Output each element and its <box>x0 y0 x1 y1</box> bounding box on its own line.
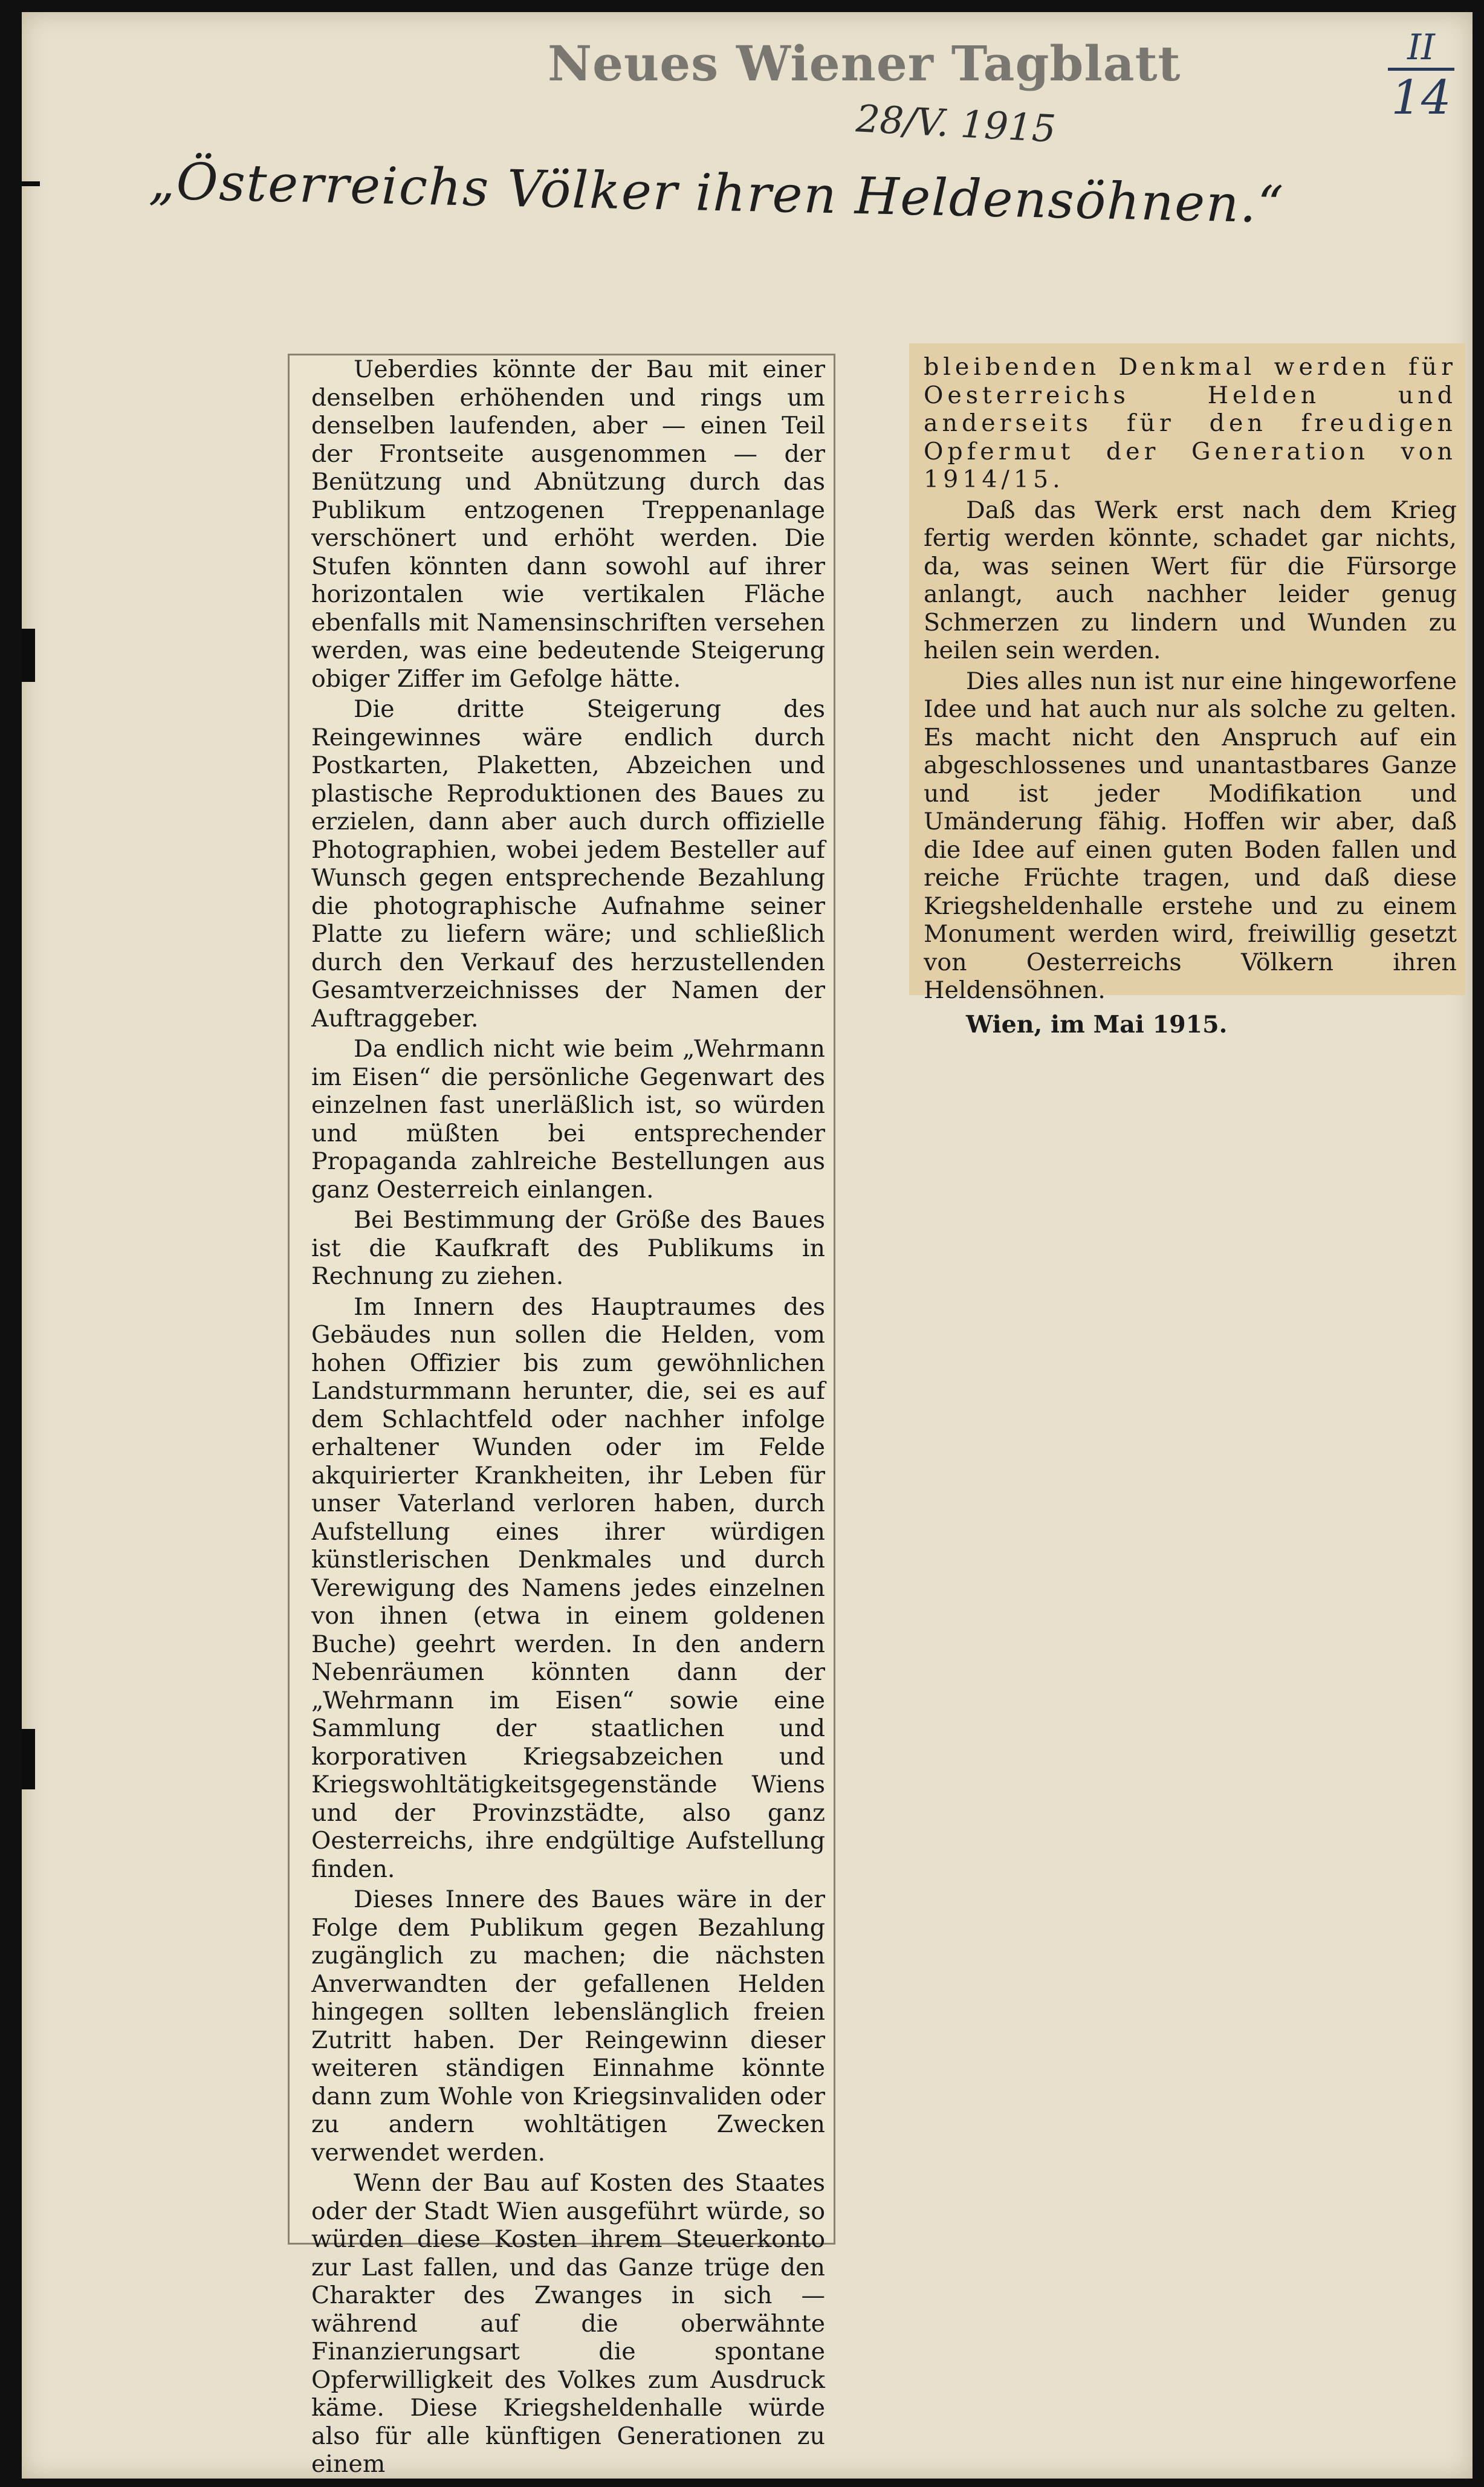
paragraph: Bei Bestimmung der Größe des Baues ist die Kaufkraft des Publikums in Rechnung zu ziehen. <box>311 1206 825 1290</box>
paragraph: Im Innern des Hauptraumes des Gebäudes nun sollen die Helden, vom hohen Offizier bis zum gewöhnlichen Landsturmmann herunter, die, sei es auf dem Schlachtfeld oder nachher infolge erhaltener Wunden oder im Felde akquirierter Krankheiten, ihr Leben für unser Vaterland verloren haben, durch Aufstellung eines ihrer würdigen künstlerischen Denkmales und durch Verewigung des Namens jedes einzelnen von ihnen (etwa in einem goldenen Buche) geehrt werden. In den andern Nebenräumen könnten dann der „Wehrmann im Eisen“ sowie eine Sammlung der staatlichen und korporativen Kriegsabzeichen und Kriegswohltätigkeitsgegenstände Wiens und der Provinzstädte, also ganz Oesterreichs, ihre endgültige Aufstellung finden. <box>311 1292 825 1883</box>
paragraph: Da endlich nicht wie beim „Wehrmann im Eisen“ die persönliche Gegenwart des einzelnen fast unerläßlich ist, so würden und müßten bei entsprechender Propaganda zahlreiche Bestellungen aus ganz Oesterreich einlangen. <box>311 1035 825 1204</box>
archive-number-top: II <box>1388 27 1454 71</box>
paragraph: Ueberdies könnte der Bau mit einer denselben erhöhenden und rings um denselben laufenden, aber — einen Teil der Frontseite ausgenommen — der Benützung und Abnützung durch das Publikum entzogenen Treppenanlage verschönert und erhöht werden. Die Stufen könnten dann sowohl auf ihrer horizontalen wie vertikalen Fläche ebenfalls mit Namensinschriften versehen werden, was eine bedeutende Steigerung obiger Ziffer im Gefolge hätte. <box>311 355 825 693</box>
margin-mark <box>22 181 40 186</box>
clipping-left-column <box>288 354 835 2478</box>
punch-hole-mark <box>22 1729 35 1789</box>
paragraph: bleibenden Denkmal werden für Oesterreichs Helden und anderseits für den freudigen Opfermut der Generation von 1914/15. <box>924 353 1457 493</box>
paragraph: Dieses Innere des Baues wäre in der Folge dem Publikum gegen Bezahlung zugänglich zu machen; die nächsten Anverwandten der gefallenen Helden hingegen sollten lebenslänglich freien Zutritt haben. Der Reingewinn dieser weiteren ständigen Einnahme könnte dann zum Wohle von Kriegsinvaliden oder zu andern wohltätigen Zwecken verwendet werden. <box>311 1886 825 2167</box>
clipping-right-column <box>909 343 1465 1039</box>
archive-reference <box>1388 27 1454 125</box>
paragraph: Die dritte Steigerung des Reingewinnes wäre endlich durch Postkarten, Plaketten, Abzeichen und plastische Reproduktionen des Baues zu erzielen, dann aber auch durch offizielle Photographien, wobei jedem Besteller auf Wunsch gegen entsprechende Bezahlung die photographische Aufnahme seiner Platte zu liefern wäre; und schließlich durch den Verkauf des herzustellenden Gesamtverzeichnisses der Namen der Auftraggeber. <box>311 695 825 1033</box>
paragraph: Dies alles nun ist nur eine hingeworfene Idee und hat auch nur als solche zu gelten. Es macht nicht den Anspruch auf ein abgeschlossenes und unantastbares Ganze und ist jeder Modifikation und Umänderung fähig. Hoffen wir aber, daß die Idee auf einen guten Boden fallen und reiche Früchte tragen, und daß diese Kriegsheldenhalle erstehe und zu einem Monument werden wird, freiwillig gesetzt von Oesterreichs Völkern ihren Heldensöhnen. <box>924 667 1457 1004</box>
paragraph: Daß das Werk erst nach dem Krieg fertig werden könnte, schadet gar nichts, da, was seinen Wert für die Fürsorge anlangt, auch nachher leider genug Schmerzen zu lindern und Wunden zu heilen sein werden. <box>924 496 1457 664</box>
punch-hole-mark <box>22 629 35 682</box>
paragraph: Wenn der Bau auf Kosten des Staates oder der Stadt Wien ausgeführt würde, so würden diese Kosten ihrem Steuerkonto zur Last fallen, und das Ganze trüge den Charakter des Zwanges in sich — während auf die oberwähnte Finanzierungsart die spontane Opferwilligkeit des Volkes zum Ausdruck käme. Diese Kriegsheldenhalle würde also für alle künftigen Generationen zu einem <box>311 2169 825 2478</box>
archive-sheet <box>22 12 1473 2479</box>
handwritten-date: 28/V. 1915 <box>855 96 1057 151</box>
archive-number-bottom: 14 <box>1391 71 1451 125</box>
handwritten-title: „Österreichs Völker ihren Heldensöhnen.“ <box>148 151 1285 235</box>
newspaper-stamp: Neues Wiener Tagblatt <box>548 35 1181 92</box>
signature-line: Wien, im Mai 1915. <box>966 1010 1228 1039</box>
